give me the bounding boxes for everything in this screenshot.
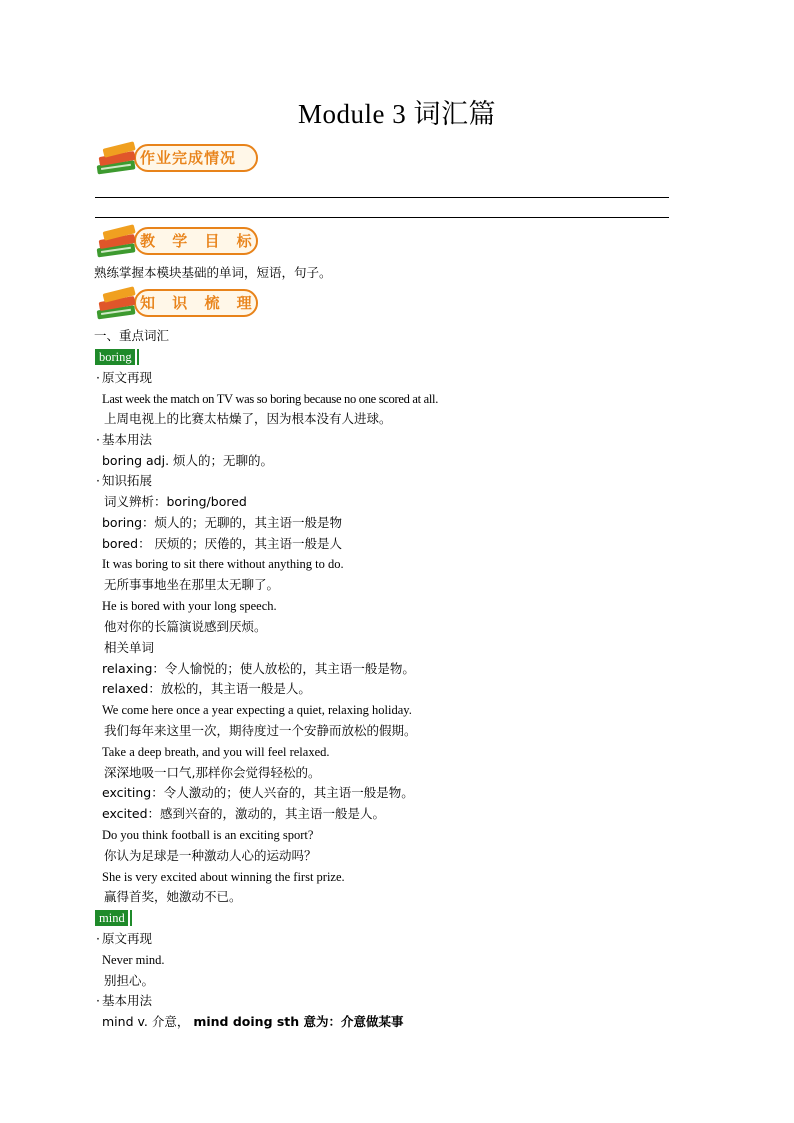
heading-usage: · 基本用法 xyxy=(96,431,152,449)
extension-title: 词义辨析：boring/bored xyxy=(104,494,247,509)
example-cn: 赢得首奖，她激动不已。 xyxy=(104,889,242,904)
banner-knowledge xyxy=(95,284,270,324)
related-relaxed: relaxed：放松的，其主语一般是人。 xyxy=(102,681,311,696)
related-exciting: exciting：令人激动的；使人兴奋的，其主语一般是物。 xyxy=(102,785,414,800)
example-en: It was boring to sit there without anything to do. xyxy=(102,557,344,571)
banner-homework xyxy=(95,139,270,179)
example-en: Take a deep breath, and you will feel relaxed. xyxy=(102,745,330,759)
example-cn: 无所事事地坐在那里太无聊了。 xyxy=(104,577,280,592)
usage-part: mind v. 介意， xyxy=(102,1014,190,1029)
related-excited: excited：感到兴奋的，激动的，其主语一般是人。 xyxy=(102,806,386,821)
usage-text: boring adj. 烦人的；无聊的。 xyxy=(102,453,274,468)
answer-line-2 xyxy=(95,217,669,218)
heading-original: · 原文再现 xyxy=(96,930,152,948)
goal-text: 熟练掌握本模块基础的单词，短语，句子。 xyxy=(94,265,332,280)
section-heading: 一、重点词汇 xyxy=(94,328,170,343)
example-en: Do you think football is an exciting sport? xyxy=(102,828,314,842)
example-en: He is bored with your long speech. xyxy=(102,599,277,613)
banner-homework-label: 作业完成情况 xyxy=(140,149,237,167)
banner-knowledge-label: 知 识 梳 理 xyxy=(140,294,258,312)
heading-extension: · 知识拓展 xyxy=(96,472,152,490)
example-en: She is very excited about winning the first prize. xyxy=(102,870,345,884)
example-cn: 我们每年来这里一次，期待度过一个安静而放松的假期。 xyxy=(104,723,417,738)
extension-bored: bored： 厌烦的；厌倦的，其主语一般是人 xyxy=(102,536,343,551)
example-cn: 他对你的长篇演说感到厌烦。 xyxy=(104,619,267,634)
word-tag-boring: boring xyxy=(95,349,137,365)
example-cn: 别担心。 xyxy=(104,973,155,988)
example-en: Never mind. xyxy=(102,953,165,967)
banner-goals-label: 教 学 目 标 xyxy=(140,232,258,250)
page-title: Module 3 词汇篇 xyxy=(298,99,496,129)
related-words-heading: 相关单词 xyxy=(104,640,155,655)
example-cn: 你认为足球是一种激动人心的运动吗？ xyxy=(104,848,317,863)
heading-original: · 原文再现 xyxy=(96,369,152,387)
word-tag-mind: mind xyxy=(95,910,130,926)
example-en: We come here once a year expecting a quiet, relaxing holiday. xyxy=(102,703,412,717)
related-relaxing: relaxing：令人愉悦的；使人放松的，其主语一般是物。 xyxy=(102,661,415,676)
example-cn: 深深地吸一口气,那样你会觉得轻松的。 xyxy=(104,765,321,780)
usage-bold-part: mind doing sth 意为：介意做某事 xyxy=(193,1014,404,1029)
example-en: Last week the match on TV was so boring because no one scored at all. xyxy=(102,392,439,406)
usage-text xyxy=(102,1013,404,1031)
extension-boring: boring：烦人的；无聊的，其主语一般是物 xyxy=(102,515,343,530)
answer-line-1 xyxy=(95,197,669,198)
banner-goals xyxy=(95,222,270,262)
heading-usage: · 基本用法 xyxy=(96,992,152,1010)
example-cn: 上周电视上的比赛太枯燥了，因为根本没有人进球。 xyxy=(104,411,392,426)
